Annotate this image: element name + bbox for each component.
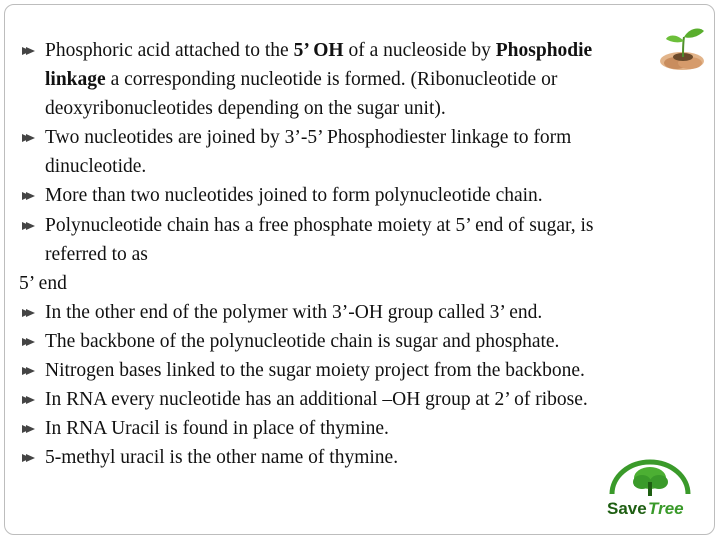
bullet-text: The backbone of the polynucleotide chain is sugar and phosphate. bbox=[45, 330, 560, 352]
arrow-bullet-icon bbox=[21, 394, 37, 406]
bullet-continuation bbox=[19, 65, 681, 94]
list-item bbox=[19, 327, 681, 356]
bullet-text: In the other end of the polymer with 3’-OH group called 3’ end. bbox=[45, 301, 543, 323]
list-item bbox=[19, 385, 681, 414]
bold-term: linkage bbox=[45, 69, 106, 91]
logo-word-save: Save bbox=[607, 499, 647, 518]
arrow-bullet-icon bbox=[21, 452, 37, 464]
list-item bbox=[19, 298, 681, 327]
arrow-bullet-icon bbox=[21, 307, 37, 319]
bullet-continuation: referred to as bbox=[45, 243, 148, 265]
list-item bbox=[19, 36, 681, 65]
arrow-bullet-icon bbox=[21, 365, 37, 377]
arrow-bullet-icon bbox=[21, 220, 37, 232]
arrow-bullet-icon bbox=[21, 190, 37, 202]
arrow-bullet-icon bbox=[21, 423, 37, 435]
bullet-text: Two nucleotides are joined by 3’-5’ Phosphodiester linkage to form bbox=[45, 127, 572, 149]
bullet-text: of a nucleoside by bbox=[343, 40, 496, 61]
save-tree-logo-icon bbox=[604, 458, 696, 518]
bold-term: 5’ OH bbox=[293, 40, 344, 61]
bullet-text: a corresponding nucleotide is formed. (Ribonucleotide or bbox=[105, 69, 558, 91]
logo-word-tree: Tree bbox=[648, 499, 684, 518]
bullet-text: Polynucleotide chain has a free phosphate moiety at 5’ end of sugar, is bbox=[45, 214, 594, 236]
list-item bbox=[19, 414, 681, 443]
list-item bbox=[19, 123, 681, 152]
arrow-bullet-icon bbox=[21, 336, 37, 348]
list-item bbox=[19, 211, 681, 240]
list-item bbox=[19, 443, 681, 472]
list-item bbox=[19, 181, 681, 210]
bold-term: Phosphodie bbox=[495, 40, 593, 61]
list-item bbox=[19, 356, 681, 385]
bullet-text: Nitrogen bases linked to the sugar moiety project from the backbone. bbox=[45, 360, 585, 382]
bullet-text: Phosphoric acid attached to the bbox=[45, 40, 294, 61]
arrow-bullet-icon bbox=[21, 45, 37, 57]
bullet-text: In RNA Uracil is found in place of thymine. bbox=[45, 418, 389, 440]
bullet-continuation: 5’ end bbox=[19, 272, 67, 294]
bullet-list bbox=[19, 36, 681, 472]
slide bbox=[4, 4, 715, 535]
bullet-text: In RNA every nucleotide has an additional –OH group at 2’ of ribose. bbox=[45, 389, 588, 411]
bullet-continuation: deoxyribonucleotides depending on the sugar unit). bbox=[45, 98, 446, 120]
bullet-text: More than two nucleotides joined to form polynucleotide chain. bbox=[45, 185, 543, 207]
arrow-bullet-icon bbox=[21, 132, 37, 144]
bullet-continuation: dinucleotide. bbox=[45, 156, 147, 178]
bullet-text: 5-methyl uracil is the other name of thymine. bbox=[45, 447, 399, 469]
